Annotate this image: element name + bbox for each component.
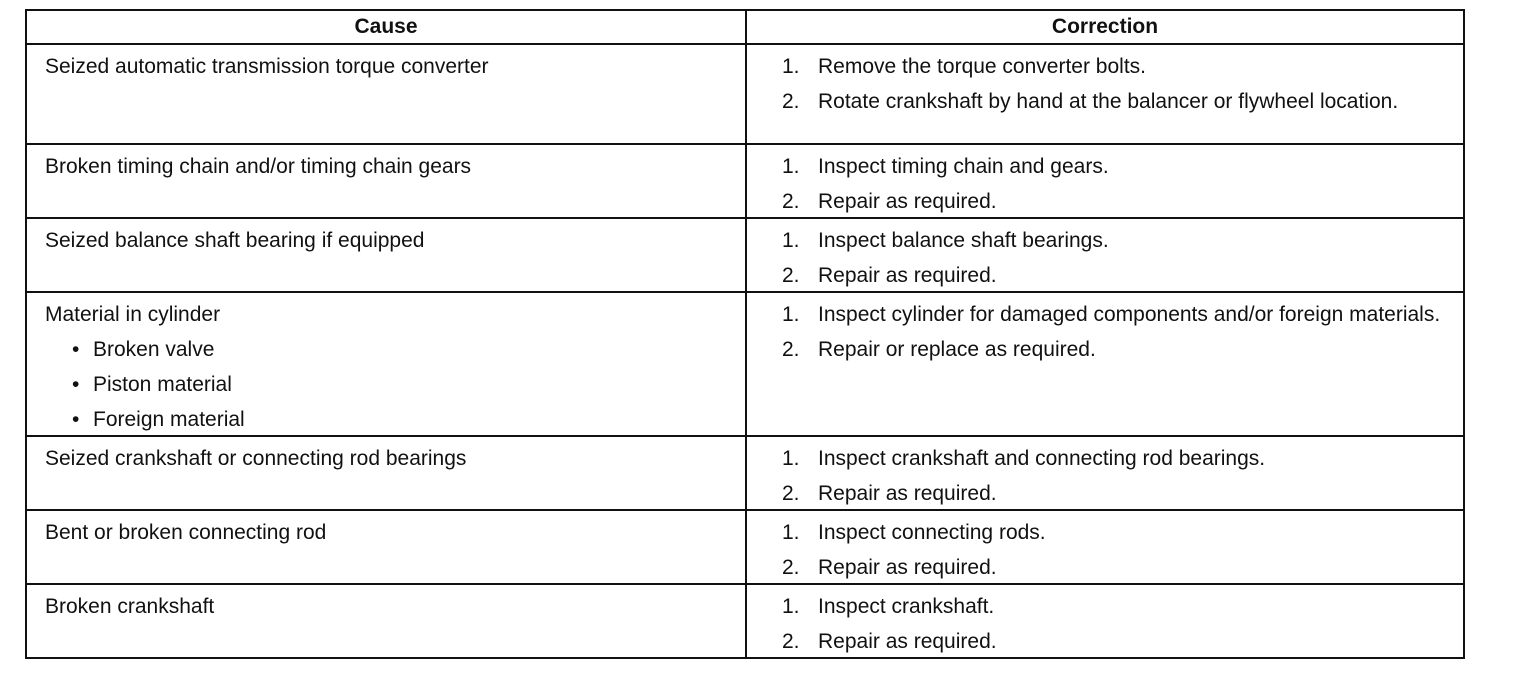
table-row [26, 584, 1464, 658]
correction-step-list [782, 446, 1453, 507]
cause-cell [26, 436, 746, 510]
bullet-icon: • [72, 338, 80, 361]
cause-bullet-text: Foreign material [93, 408, 245, 431]
correction-step [782, 555, 1453, 581]
correction-cell [746, 584, 1464, 658]
step-number: 1. [782, 55, 800, 78]
step-text: Repair as required. [818, 264, 997, 287]
correction-step-list [782, 54, 1453, 115]
correction-cell [746, 510, 1464, 584]
correction-step-list [782, 520, 1453, 581]
correction-step [782, 189, 1453, 215]
step-number: 2. [782, 338, 800, 361]
step-text: Inspect timing chain and gears. [818, 155, 1109, 178]
step-text: Repair as required. [818, 482, 997, 505]
correction-step [782, 263, 1453, 289]
header-row [26, 10, 1464, 44]
cause-text: Material in cylinder [45, 303, 221, 326]
correction-step-list [782, 154, 1453, 215]
bullet-icon: • [72, 408, 80, 431]
step-number: 1. [782, 447, 800, 470]
cause-text: Seized balance shaft bearing if equipped [45, 229, 425, 252]
diagnosis-table [25, 9, 1465, 659]
step-number: 2. [782, 556, 800, 579]
step-number: 1. [782, 521, 800, 544]
correction-step [782, 228, 1453, 254]
correction-step [782, 629, 1453, 655]
correction-cell [746, 44, 1464, 144]
step-number: 1. [782, 303, 800, 326]
cause-cell [26, 292, 746, 436]
table-row [26, 144, 1464, 218]
step-number: 1. [782, 155, 800, 178]
cause-bullet-text: Piston material [93, 373, 232, 396]
cause-text: Broken timing chain and/or timing chain gears [45, 155, 472, 178]
correction-step-list [782, 228, 1453, 289]
cause-cell [26, 218, 746, 292]
table-row [26, 436, 1464, 510]
cause-header: Cause [26, 10, 746, 44]
cause-cell [26, 44, 746, 144]
correction-step-list [782, 302, 1453, 363]
step-number: 2. [782, 90, 800, 113]
cause-text: Broken crankshaft [45, 595, 215, 618]
cause-bullet-item [45, 372, 745, 398]
step-number: 2. [782, 630, 800, 653]
cause-cell [26, 510, 746, 584]
cause-text: Bent or broken connecting rod [45, 521, 327, 544]
step-number: 2. [782, 190, 800, 213]
cause-bullet-item [45, 407, 745, 433]
correction-step [782, 89, 1453, 115]
step-text: Inspect connecting rods. [818, 521, 1046, 544]
table-row [26, 218, 1464, 292]
correction-step [782, 337, 1453, 363]
step-text: Inspect crankshaft. [818, 595, 995, 618]
correction-step [782, 54, 1453, 80]
cause-bullet-list [45, 337, 745, 433]
step-text: Remove the torque converter bolts. [818, 55, 1147, 78]
step-text: Inspect cylinder for damaged components and/or foreign materials. [818, 303, 1441, 326]
correction-step [782, 520, 1453, 546]
correction-cell [746, 292, 1464, 436]
bullet-icon: • [72, 373, 80, 396]
correction-step [782, 594, 1453, 620]
step-text: Repair as required. [818, 190, 997, 213]
step-text: Inspect balance shaft bearings. [818, 229, 1109, 252]
correction-step [782, 481, 1453, 507]
step-text: Repair or replace as required. [818, 338, 1096, 361]
cause-bullet-item [45, 337, 745, 363]
table-row [26, 510, 1464, 584]
step-number: 1. [782, 229, 800, 252]
cause-cell [26, 584, 746, 658]
cause-text: Seized automatic transmission torque converter [45, 55, 489, 78]
table-row [26, 292, 1464, 436]
step-number: 2. [782, 482, 800, 505]
step-text: Inspect crankshaft and connecting rod bearings. [818, 447, 1266, 470]
correction-step [782, 154, 1453, 180]
correction-step [782, 446, 1453, 472]
table-row [26, 44, 1464, 144]
step-number: 1. [782, 595, 800, 618]
step-text: Repair as required. [818, 556, 997, 579]
cause-text: Seized crankshaft or connecting rod bearings [45, 447, 467, 470]
table-body [26, 44, 1464, 658]
step-number: 2. [782, 264, 800, 287]
step-text: Rotate crankshaft by hand at the balancer or flywheel location. [818, 90, 1399, 113]
correction-cell [746, 218, 1464, 292]
correction-step-list [782, 594, 1453, 655]
correction-header: Correction [746, 10, 1464, 44]
step-text: Repair as required. [818, 630, 997, 653]
cause-bullet-text: Broken valve [93, 338, 215, 361]
correction-cell [746, 436, 1464, 510]
correction-step [782, 302, 1453, 328]
correction-cell [746, 144, 1464, 218]
cause-cell [26, 144, 746, 218]
